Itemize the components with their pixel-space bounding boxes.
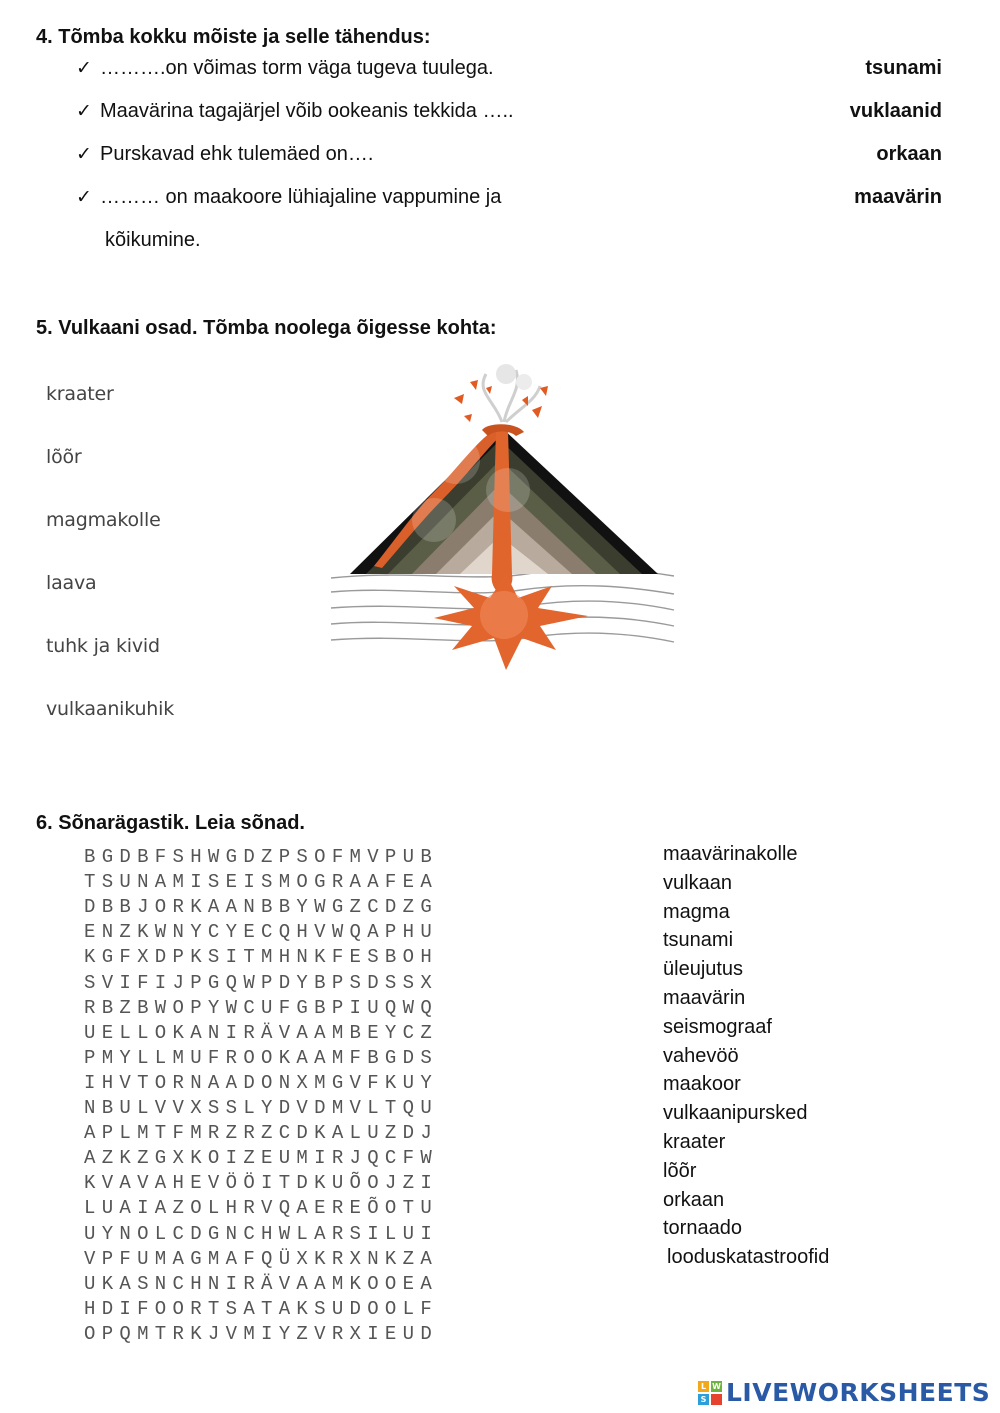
volcano-label[interactable]: magmakolle (46, 509, 161, 531)
section4-item-4 (76, 186, 501, 209)
word-search-row[interactable]: KVAVAHEVÖÖITDKUÕOJZI (84, 1172, 439, 1195)
section4-title: 4. Tõmba kokku mõiste ja selle tähendus: (36, 26, 431, 48)
word-list-item: üleujutus (663, 958, 744, 981)
word-list-item: maavärin (663, 986, 746, 1009)
answer-option[interactable]: tsunami (865, 57, 942, 79)
check-icon: ✓ (76, 101, 92, 122)
section4-item-2 (76, 100, 514, 123)
word-list-item: vulkaan (663, 871, 732, 894)
word-search-row[interactable]: KGFXDPKSITMHNKFESBOH (84, 946, 439, 969)
word-list-item: kraater (663, 1130, 726, 1153)
volcano-label[interactable]: tuhk ja kivid (46, 635, 160, 657)
word-search-row[interactable]: TSUNAMISEISMOGRAAFEA (84, 871, 439, 894)
word-search-row[interactable]: NBULVVXSSLYDVDMVLTQU (84, 1097, 439, 1119)
word-list-item: tornaado (663, 1217, 742, 1240)
word-search-row[interactable]: VPFUMAGMAFQÜXKRXNKZA (84, 1247, 439, 1270)
volcano-label[interactable]: lõõr (46, 446, 82, 468)
word-list-item: maavärinakolle (663, 843, 798, 865)
section4-item-4-continuation: kõikumine. (105, 229, 201, 251)
section4-item-text: ……… on maakoore lühiajaline vappumine ja (100, 186, 502, 208)
word-list-item: tsunami (663, 929, 734, 952)
word-search-row[interactable]: APLMTFMRZRZCDKALUZDJ (84, 1122, 439, 1145)
section6-title: 6. Sõnarägastik. Leia sõnad. (36, 812, 305, 834)
check-icon: ✓ (76, 187, 92, 208)
section4-item-1 (76, 57, 494, 80)
logo-icon (698, 1381, 722, 1405)
word-list-item: looduskatastroofid (667, 1246, 830, 1269)
word-list-item: maakoor (663, 1073, 741, 1096)
word-search-row[interactable]: UKASNCHNIRÄVAAMKOOEA (84, 1272, 439, 1295)
liveworksheets-logo (698, 1378, 990, 1407)
ejected-rocks (454, 380, 548, 422)
logo-letter: W (712, 1381, 721, 1391)
word-search-row[interactable]: ENZKWNYCYECQHVWQAPHU (84, 921, 439, 944)
word-search-row[interactable]: BGDBFSHWGDZPSOFMVPUB (84, 846, 439, 868)
volcano-label[interactable]: vulkaanikuhik (46, 698, 175, 720)
word-search-row[interactable]: UELLOKANIRÄVAAMBEYCZ (84, 1021, 439, 1044)
word-search-row[interactable]: UYNOLCDGNCHWLARSILUI (84, 1222, 439, 1245)
word-list-item: vulkaanipursked (663, 1102, 808, 1125)
volcano-label[interactable]: kraater (46, 383, 114, 405)
word-list-item: orkaan (663, 1188, 725, 1211)
word-search-row[interactable]: LUAIAZOLHRVQAEREÕOTU (84, 1197, 439, 1220)
logo-letter: L (698, 1381, 709, 1392)
section4-item-text: Maavärina tagajärjel võib ookeanis tekkida ….. (100, 100, 514, 122)
section4-item-text: Purskavad ehk tulemäed on…. (100, 143, 374, 165)
check-icon: ✓ (76, 58, 92, 79)
word-search-row[interactable]: DBBJORKAANBBYWGZCDZG (84, 896, 439, 919)
volcano-label[interactable]: laava (46, 572, 97, 594)
word-search-row[interactable]: PMYLLMUFROOKAAMFBGDS (84, 1046, 439, 1069)
word-search-row[interactable]: HDIFOORTSATAKSUDOOLF (84, 1297, 439, 1320)
word-list-item: seismograaf (663, 1015, 772, 1038)
logo-letter: S (698, 1394, 709, 1405)
word-list (663, 840, 829, 1272)
word-list-item: vahevöö (663, 1044, 739, 1067)
word-search-row[interactable]: AZKZGXKOIZEUMIRJQCFW (84, 1147, 439, 1170)
word-search-row[interactable]: SVIFIJPGQWPDYBPSDSSX (84, 971, 439, 994)
word-list-item: magma (663, 900, 730, 923)
answer-option[interactable]: maavärin (854, 186, 942, 208)
word-search-row[interactable]: OPQMTRKJVMIYZVRXIEUD (84, 1322, 439, 1345)
section4-item-text: ……….on võimas torm väga tugeva tuulega. (100, 57, 494, 79)
section5-title: 5. Vulkaani osad. Tõmba noolega õigesse kohta: (36, 317, 497, 339)
ash-plume (483, 364, 540, 422)
word-search-row[interactable]: IHVTORNAADONXMGVFKUY (84, 1071, 439, 1094)
answer-option[interactable]: vuklaanid (849, 100, 942, 122)
check-icon: ✓ (76, 144, 92, 165)
section4-item-3 (76, 143, 374, 166)
word-list-item: lõõr (663, 1159, 697, 1182)
brand-name: LIVEWORKSHEETS (726, 1378, 991, 1407)
volcano-diagram (326, 360, 676, 675)
word-search-row[interactable]: RBZBWOPYWCUFGBPIUQWQ (84, 996, 439, 1019)
answer-option[interactable]: orkaan (876, 143, 942, 165)
